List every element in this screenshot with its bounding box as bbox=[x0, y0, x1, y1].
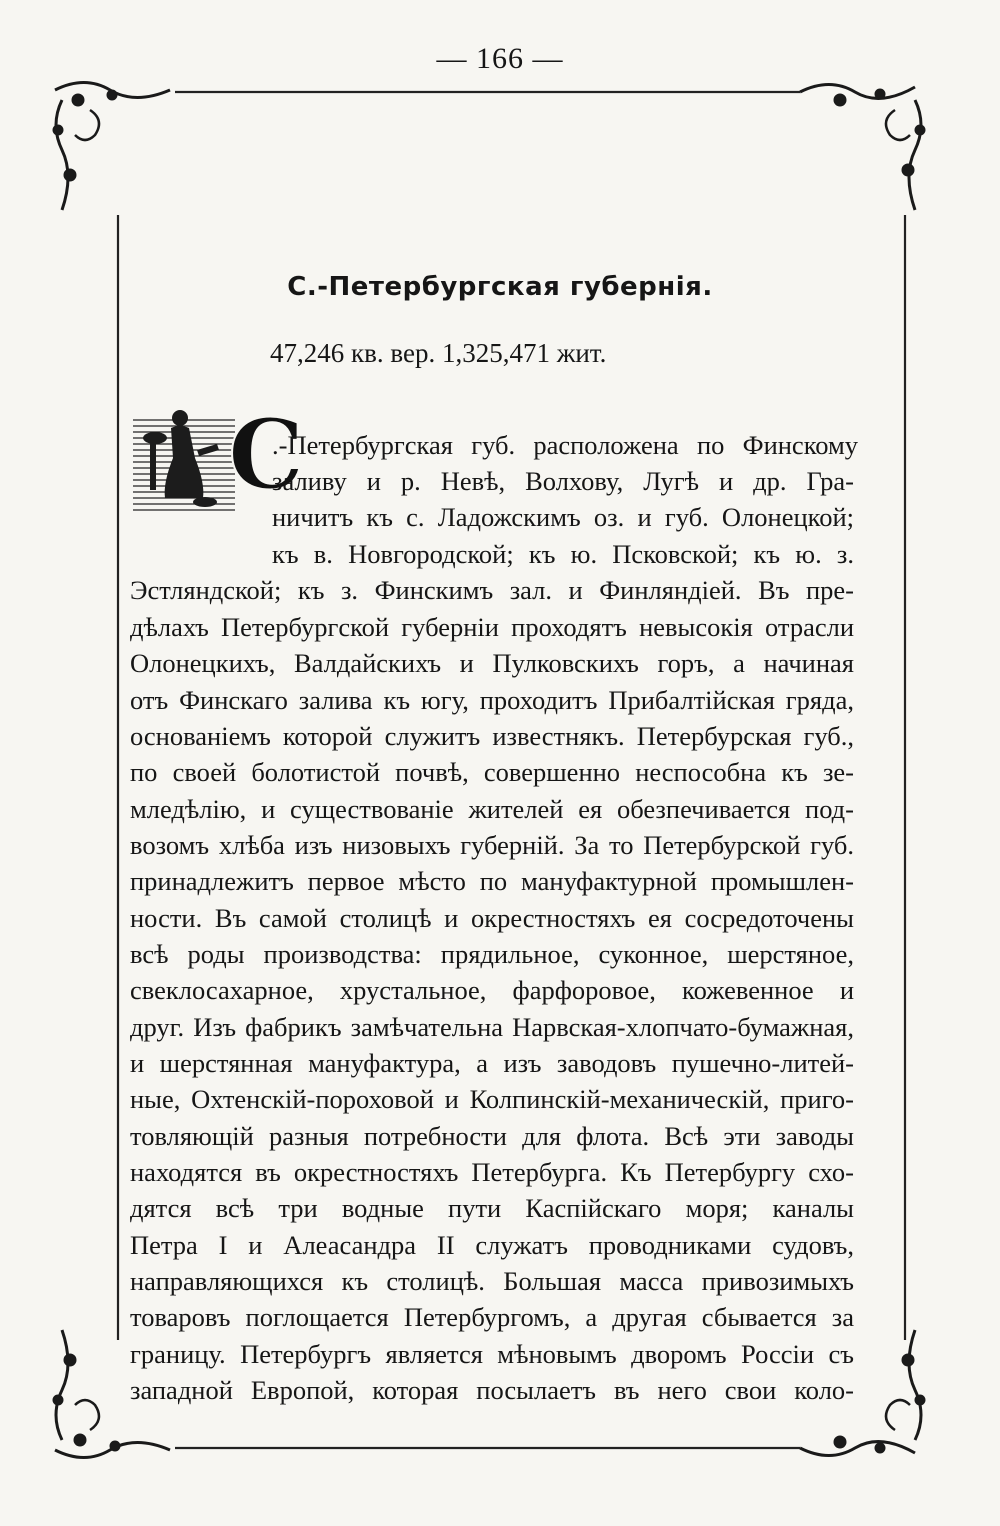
text-line: товаровъ поглощается Петербургомъ, а другая сбывается за bbox=[130, 1302, 854, 1332]
text-line: ные, Охтенскій-пороховой и Колпинскій-механическій, приго- bbox=[130, 1084, 854, 1114]
text-line: всѣ роды производства: прядильное, суконное, шерстяное, bbox=[130, 939, 854, 969]
text-line: свеклосахарное, хрустальное, фарфоровое, кожевенное и bbox=[130, 975, 854, 1005]
text-line: заливу и р. Невѣ, Волхову, Лугѣ и др. Гра- bbox=[272, 466, 854, 496]
text-line: .-Петербургская губ. расположена по Финскому bbox=[272, 430, 858, 460]
text-line: товляющій разныя потребности для флота. Всѣ эти заводы bbox=[130, 1121, 854, 1151]
initial-capital-letter: С bbox=[228, 398, 305, 511]
text-line: основаніемъ которой служитъ известнякъ. Петербурская губ., bbox=[130, 721, 854, 751]
area-population-stats: 47,246 кв. вер. 1,325,471 жит. bbox=[270, 338, 607, 368]
text-line: къ в. Новгородской; къ ю. Псковской; къ ю. з. bbox=[272, 539, 854, 569]
text-line: ности. Въ самой столицѣ и окрестностяхъ ея сосредоточены bbox=[130, 903, 854, 933]
text-line: возомъ хлѣба изъ низовыхъ губерній. За то Петербурской губ. bbox=[130, 830, 854, 860]
text-line: дятся всѣ три водные пути Каспійскаго моря; каналы bbox=[130, 1193, 854, 1223]
page-number: — 166 — bbox=[436, 42, 564, 75]
text-line: направляющихся къ столицѣ. Большая масса привозимыхъ bbox=[130, 1266, 854, 1296]
text-line: западной Европой, которая посылаетъ въ него свои коло- bbox=[130, 1375, 854, 1405]
text-line: Эстляндской; къ з. Финскимъ зал. и Финляндіей. Въ пре- bbox=[130, 575, 854, 605]
text-line: и шерстянная мануфактура, а изъ заводовъ пушечно-литей- bbox=[130, 1048, 854, 1078]
text-line: границу. Петербургъ является мѣновымъ дворомъ Россіи съ bbox=[130, 1339, 854, 1369]
text-line: друг. Изъ фабрикъ замѣчательна Нарвская-хлопчато-бумажная, bbox=[130, 1012, 854, 1042]
section-title: С.-Петербургская губернія. bbox=[287, 272, 713, 302]
text-line: отъ Финскаго залива къ югу, проходитъ Прибалтійская гряда, bbox=[130, 685, 854, 715]
text-line: Петра I и Алеасандра II служатъ проводниками судовъ, bbox=[130, 1230, 854, 1260]
text-line: находятся въ окрестностяхъ Петербурга. Къ Петербургу схо- bbox=[130, 1157, 854, 1187]
text-line: Олонецкихъ, Валдайскихъ и Пулковскихъ горъ, а начиная bbox=[130, 648, 854, 678]
text-line: ничитъ къ с. Ладожскимъ оз. и губ. Олонецкой; bbox=[272, 502, 854, 532]
text-line: по своей болотистой почвѣ, совершенно неспособна къ зе- bbox=[130, 757, 854, 787]
text-line: принадлежитъ первое мѣсто по мануфактурной промышлен- bbox=[130, 866, 854, 896]
text-line: дѣлахъ Петербургской губерніи проходятъ невысокія отрасли bbox=[130, 612, 854, 642]
text-line: мледѣлію, и существованіе жителей ея обезпечивается под- bbox=[130, 794, 854, 824]
